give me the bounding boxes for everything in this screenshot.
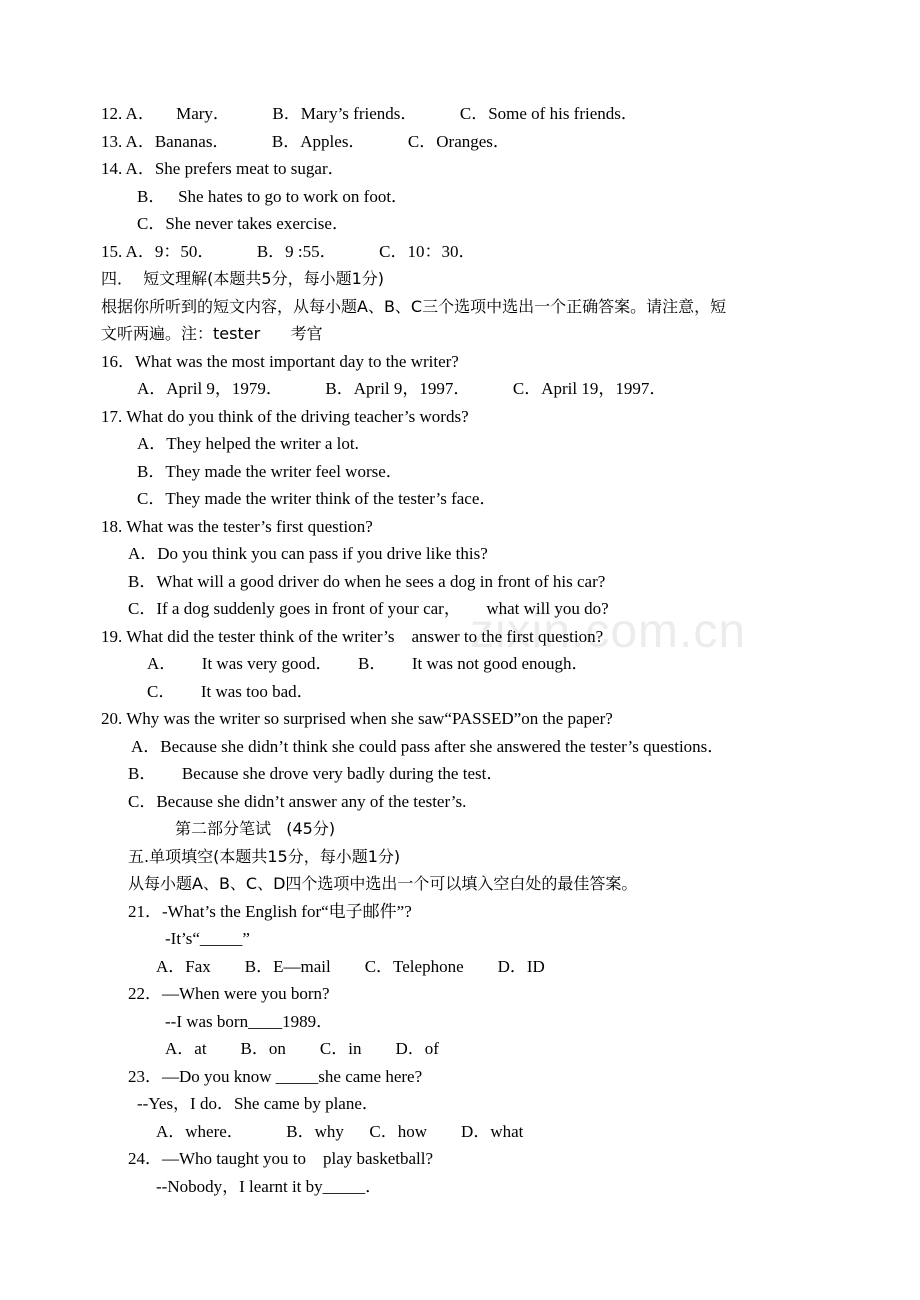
watermark: zixin.com.cn (470, 605, 747, 658)
q18-option-c: C．If a dog suddenly goes in front of your car， what will you do? (128, 599, 609, 618)
q24-question: 24．—Who taught you to play basketball? (128, 1149, 433, 1168)
q15-line: 15. A．9：50． B．9 :55． C．10：30． (101, 242, 476, 261)
section-4-instruction-2: 文听两遍。注：tester 考官 (101, 324, 323, 343)
section-5-instruction: 从每小题A、B、C、D四个选项中选出一个可以填入空白处的最佳答案。 (128, 874, 638, 893)
q22-options: A．at B．on C．in D．of (165, 1039, 439, 1058)
q18-option-a: A．Do you think you can pass if you drive like this? (128, 544, 488, 563)
q22-reply: --I was born____1989． (165, 1012, 334, 1031)
q24-reply: --Nobody，I learnt it by_____． (156, 1177, 383, 1196)
q23-reply: --Yes，I do．She came by plane． (137, 1094, 379, 1113)
q19-option-c: C． It was too bad． (147, 682, 314, 701)
q17-option-b: B．They made the writer feel worse． (137, 462, 403, 481)
q14-line: 14. A．She prefers meat to sugar． (101, 159, 345, 178)
q20-question: 20. Why was the writer so surprised when she saw“PASSED”on the paper? (101, 709, 613, 728)
q13-line: 13. A．Bananas． B．Apples． C．Oranges． (101, 132, 510, 151)
q23-options: A．where． B．why C．how D．what (156, 1122, 524, 1141)
q21-reply: -It’s“_____” (165, 929, 250, 948)
q17-option-a: A．They helped the writer a lot. (137, 434, 359, 453)
q14-option-b: B． She hates to go to work on foot． (137, 187, 409, 206)
q19-options-ab: A． It was very good． B． It was not good enough． (147, 654, 589, 673)
q21-options: A．Fax B．E—mail C．Telephone D．ID (156, 957, 545, 976)
q20-option-c: C．Because she didn’t answer any of the tester’s. (128, 792, 467, 811)
section-5-heading: 五.单项填空(本题共15分，每小题1分) (128, 847, 401, 866)
q21-question: 21．-What’s the English for“电子邮件”? (128, 902, 412, 921)
q19-question: 19. What did the tester think of the writer’s answer to the first question? (101, 627, 604, 646)
q20-option-a: A．Because she didn’t think she could pass after she answered the tester’s questions． (131, 737, 725, 756)
part-2-heading: 第二部分笔试 (45分) (175, 819, 336, 838)
q18-option-b: B．What will a good driver do when he sees a dog in front of his car? (128, 572, 606, 591)
q23-question: 23．—Do you know _____she came here? (128, 1067, 423, 1086)
q16-options: A．April 9，1979． B．April 9，1997． C．April 19，1997． (137, 379, 667, 398)
q14-option-c: C．She never takes exercise． (137, 214, 349, 233)
q22-question: 22．—When were you born? (128, 984, 330, 1003)
q16-question: 16．What was the most important day to the writer? (101, 352, 459, 371)
q20-option-b: B． Because she drove very badly during the test． (128, 764, 504, 783)
q18-question: 18. What was the tester’s first question? (101, 517, 373, 536)
q17-option-c: C．They made the writer think of the tester’s face． (137, 489, 497, 508)
section-4-heading: 四． 短文理解(本题共5分，每小题1分) (101, 269, 385, 288)
q17-question: 17. What do you think of the driving teacher’s words? (101, 407, 469, 426)
section-4-instruction-1: 根据你所听到的短文内容，从每小题A、B、C三个选项中选出一个正确答案。请注意，短 (101, 297, 727, 316)
q12-line: 12. A． Mary． B．Mary’s friends． C．Some of his friends． (101, 104, 638, 123)
